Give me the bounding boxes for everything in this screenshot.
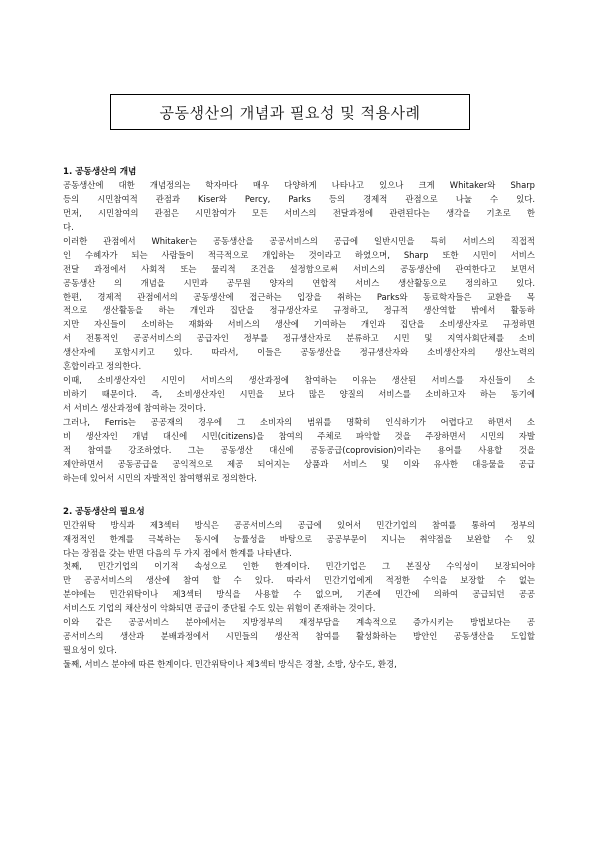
text-line: 생산자에 포함시키고 있다. 따라서, 이들은 공동생산을 정규생산자와 소비생산자의 생산노력의 (63, 347, 535, 358)
text-line: 공동생산 의 개념을 시민과 공무원 양자의 연합적 서비스 생산활동으로 정의하고 있다. (63, 277, 535, 288)
section-concept (63, 166, 535, 486)
text-line: 등의 시민참여적 관점과 Kiser와 Percy, Parks 등의 경제적 관점으로 나눌 수 있다. (63, 193, 535, 204)
text-line: 제안하면서 공동공급을 공익적으로 제공 되어지는 상품과 서비스 및 이와 유사한 대응물을 공급 (63, 458, 535, 469)
section-necessity (63, 506, 535, 672)
text-line: 하는데 있어서 시민의 자발적인 참여행위로 정의한다. (63, 472, 257, 483)
text-line: 공동생산에 대한 개념정의는 학자마다 매우 다양하게 나타나고 있으나 크게 Whitaker와 Sharp (63, 180, 535, 190)
text-line: 비 생산자인 개념 대신에 시민(citizens)을 참여의 주체로 파악할 것을 주장하면서 시민의 자발 (63, 430, 535, 441)
document-title: 공동생산의 개념과 필요성 및 적용사례 (159, 103, 421, 122)
text-line: 만 공공서비스의 생산에 참여 할 수 있다. 따라서 민간기업에게 적정한 수익을 보장할 수 없는 (63, 575, 535, 586)
section-heading: 1. 공동생산의 개념 (63, 167, 137, 177)
text-line: 재정적인 한계를 극복하는 동시에 능률성을 바탕으로 공공부문이 지니는 취약점을 보완할 수 있 (63, 533, 535, 544)
text-line: 첫째, 민간기업의 이기적 속성으로 인한 한계이다. 민간기업은 그 본질상 수익성이 보장되어야 (63, 561, 535, 572)
text-line: 분야에는 민간위탁이나 제3섹터 방식을 사용할 수 없으며, 기존에 민간에 의하여 공급되던 공공 (63, 589, 535, 600)
text-line: 이때, 소비생산자인 시민이 서비스의 생산과정에 참여하는 이유는 생산된 서비스를 자신들이 소 (63, 375, 535, 386)
text-line: 그러나, Ferris는 공공재의 경우에 그 소비자의 범위를 명확히 인식하기가 어렵다고 하면서 소 (63, 416, 535, 427)
text-line: 공서비스의 생산과 분배과정에서 시민들의 생산적 참여를 활성화하는 방안인 공동생산을 도입할 (63, 631, 535, 642)
text-line: 민간위탁 방식과 제3섹터 방식은 공공서비스의 공급에 있어서 민간기업의 참여를 통하여 정부의 (63, 519, 535, 530)
text-line: 인 수혜자가 되는 사람들이 적극적으로 개입하는 것이라고 하였으며, Sharp 또한 시민이 서비스 (63, 249, 535, 260)
section-paragraphs (63, 519, 535, 672)
text-line: 필요성이 있다. (63, 645, 117, 656)
text-line: 적으로 생산활동을 하는 개인과 집단을 정규생산자로 규정하고, 정규적 생산역할 밖에서 활동하 (63, 305, 535, 316)
section-heading: 2. 공동생산의 필요성 (63, 506, 145, 517)
text-line: 둘째, 서비스 분야에 따른 한계이다. 민간위탁이나 제3섹터 방식은 경찰, 소방, 상수도, 환경, (63, 659, 397, 669)
text-line: 먼저, 시민참여의 관점은 시민참여가 모든 서비스의 전달과정에 관련된다는 생각을 기초로 한 (63, 207, 535, 218)
text-line: 혼합이라고 정의한다. (63, 361, 142, 372)
text-line: 다. (63, 221, 74, 232)
section-paragraphs (63, 179, 535, 486)
document-body (63, 166, 535, 692)
text-line: 적 참여를 강조하였다. 그는 공동생산 대신에 공동공급(coprovision)이라는 용어를 사용할 것을 (63, 444, 535, 455)
text-line: 지만 자신들이 소비하는 재화와 서비스의 생산에 기여하는 개인과 집단을 소비생산자로 규정하면 (63, 319, 535, 330)
text-line: 서 전통적인 공공서비스의 공급자인 정부를 정규생산자로 분류하고 시민 및 지역사회단체를 소비 (63, 333, 535, 344)
text-line: 이러한 관점에서 Whitaker는 공동생산을 공공서비스의 공급에 일반시민을 특히 서비스의 직접적 (63, 235, 535, 246)
text-line: 전달 과정에서 사회적 또는 물리적 조건을 설정함으로써 서비스의 공동생산에 관여한다고 보면서 (63, 263, 535, 274)
text-line: 다는 장점을 갖는 반면 다음의 두 가지 점에서 한계를 나타낸다. (63, 547, 292, 558)
text-line: 이와 같은 공공서비스 분야에서는 지방정부의 재정부담을 계속적으로 증가시키는 방법보다는 공 (63, 617, 535, 628)
text-line: 한편, 경제적 관점에서의 공동생산에 접근하는 입장을 취하는 Parks와 동료학자들은 교환을 목 (63, 291, 535, 302)
text-line: 서 서비스 생산과정에 참여하는 것이다. (63, 403, 206, 413)
text-line: 서비스도 기업의 채산성이 악화되면 공급이 중단될 수도 있는 위험이 존재하는 것이다. (63, 603, 376, 614)
text-line: 비하기 때문이다. 즉, 소비생산자인 시민을 보다 많은 양질의 서비스를 소비하고자 하는 동기에 (63, 389, 535, 400)
document-title-box (110, 94, 470, 130)
